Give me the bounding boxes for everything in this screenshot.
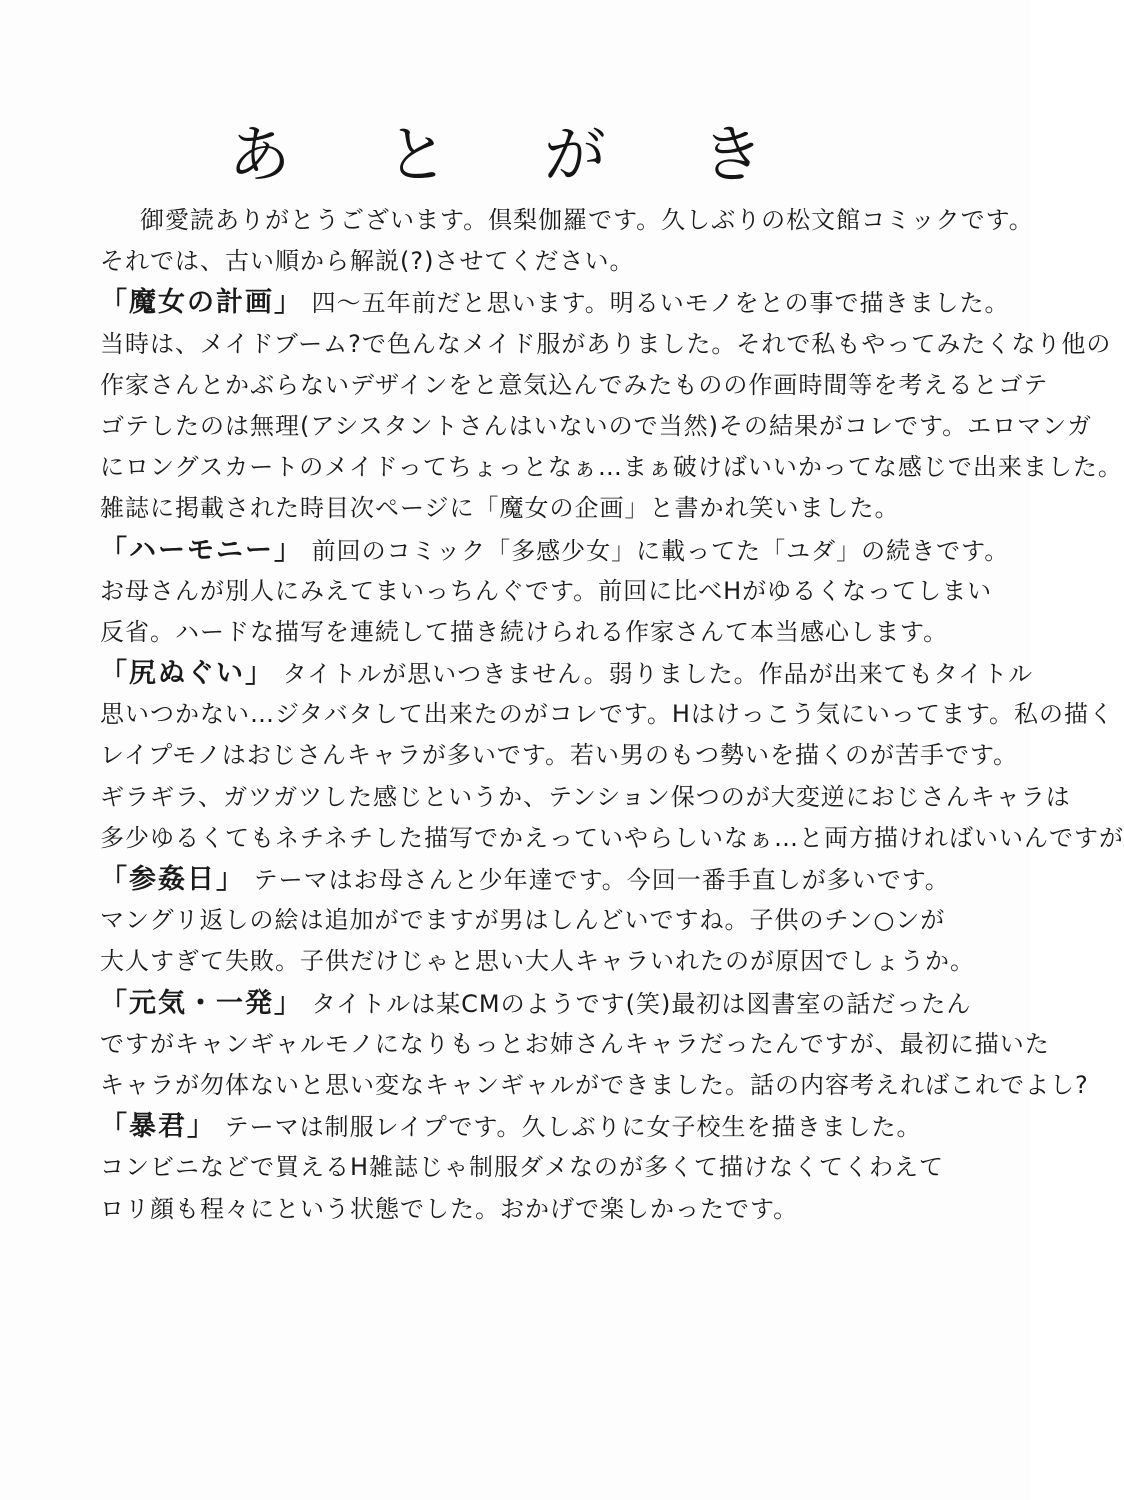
line-text: マングリ返しの絵は追加がでますが男はしんどいですね。子供のチン○ンが bbox=[100, 906, 946, 935]
line-text: にロングスカートのメイドってちょっとなぁ…まぁ破けばいいかってな感じで出来ました。 bbox=[100, 453, 1123, 482]
text-line bbox=[100, 571, 993, 612]
story-title: 「尻ぬぐい」 bbox=[100, 658, 274, 690]
line-text: キャラが勿体ないと思い変なキャンギャルができました。話の内容考えればこれでよし? bbox=[100, 1070, 1089, 1099]
line-text: それでは、古い順から解説(?)させてください。 bbox=[100, 247, 635, 276]
text-line bbox=[100, 365, 1049, 406]
line-text: 大人すぎて失敗。子供だけじゃと思い大人キャラいれたのが原因でしょうか。 bbox=[100, 947, 975, 976]
line-text: タイトルは某CMのようです(笑)最初は図書室の話だったん bbox=[303, 989, 972, 1018]
line-text: レイプモノはおじさんキャラが多いです。若い男のもつ勢いを描くのが苦手です。 bbox=[100, 741, 1019, 770]
text-line bbox=[100, 447, 1123, 488]
text-line bbox=[100, 530, 1010, 571]
text-line bbox=[100, 777, 1071, 818]
text-line bbox=[100, 1024, 1050, 1065]
text-line bbox=[100, 488, 980, 529]
line-text: 前回のコミック「多感少女」に載ってた「ユダ」の続きです。 bbox=[303, 536, 1010, 565]
line-text: コンビニなどで買えるH雑誌じゃ制服ダメなのが多くて描けなくてくわえて bbox=[100, 1153, 945, 1182]
line-text: お母さんが別人にみえてまいっちんぐです。前回に比べHがゆるくなってしまい bbox=[100, 576, 993, 605]
text-line bbox=[100, 1106, 980, 1147]
story-title: 「元気・一発」 bbox=[100, 987, 303, 1019]
text-line bbox=[100, 1147, 980, 1188]
text-line bbox=[100, 612, 980, 653]
line-text: 雑誌に掲載された時目次ページに「魔女の企画」と書かれ笑いました。 bbox=[100, 494, 900, 523]
text-line bbox=[100, 1065, 1089, 1106]
text-line bbox=[100, 941, 980, 982]
line-text: タイトルが思いつきません。弱りました。作品が出来てもタイトル bbox=[274, 660, 1034, 689]
story-title: 「魔女の計画」 bbox=[100, 287, 303, 319]
story-title: 「参姦日」 bbox=[100, 864, 245, 895]
text-line bbox=[100, 900, 980, 941]
text-line bbox=[100, 859, 980, 900]
line-text: ですがキャンギャルモノになりもっとお姉さんキャラだったんですが、最初に描いた bbox=[100, 1029, 1050, 1058]
line-text: 思いつかない…ジタバタして出来たのがコレです。Hはけっこう気にいってます。私の描く bbox=[100, 700, 1115, 729]
text-line bbox=[100, 406, 1093, 447]
text-line bbox=[100, 653, 1034, 694]
story-title: 「ハーモニー」 bbox=[100, 534, 303, 566]
afterword-body bbox=[100, 200, 1124, 1230]
line-text: 当時は、メイドブーム?で色んなメイド服がありました。それで私もやってみたくなり他の bbox=[100, 329, 1112, 358]
line-text: 四～五年前だと思います。明るいモノをとの事で描きました。 bbox=[303, 289, 1010, 318]
line-text: ロリ顔も程々にという状態でした。おかげで楽しかったです。 bbox=[100, 1194, 799, 1223]
story-title: 「暴君」 bbox=[100, 1111, 216, 1143]
text-line bbox=[100, 324, 1112, 365]
page-title: あ と が き bbox=[228, 118, 802, 191]
text-line bbox=[100, 983, 980, 1024]
text-line bbox=[100, 735, 1019, 776]
text-line bbox=[100, 1189, 980, 1230]
line-text: テーマは制服レイプです。久しぶりに女子校生を描きました。 bbox=[216, 1113, 922, 1142]
line-text: ゴテしたのは無理(アシスタントさんはいないので当然)その結果がコレです。エロマンガ bbox=[100, 411, 1093, 440]
line-text: テーマはお母さんと少年達です。今回一番手直しが多いです。 bbox=[245, 866, 950, 894]
text-line bbox=[100, 241, 980, 282]
line-text: ギラギラ、ガツガツした感じというか、テンション保つのが大変逆におじさんキャラは bbox=[100, 782, 1071, 811]
line-text: 多少ゆるくてもネチネチした描写でかえっていやらしいなぁ…と両方描ければいいんですが bbox=[100, 823, 1124, 852]
line-text: 反省。ハードな描写を連続して描き続けられる作家さんて本当感心します。 bbox=[100, 617, 949, 646]
line-text: 作家さんとかぶらないデザインをと意気込んでみたものの作画時間等を考えるとゴテ bbox=[100, 370, 1049, 399]
text-line bbox=[100, 694, 1115, 735]
text-line bbox=[100, 282, 1010, 323]
text-line bbox=[100, 818, 1124, 859]
text-line bbox=[100, 200, 1034, 241]
line-text: 御愛読ありがとうございます。倶梨伽羅です。久しぶりの松文館コミックです。 bbox=[140, 206, 1034, 234]
